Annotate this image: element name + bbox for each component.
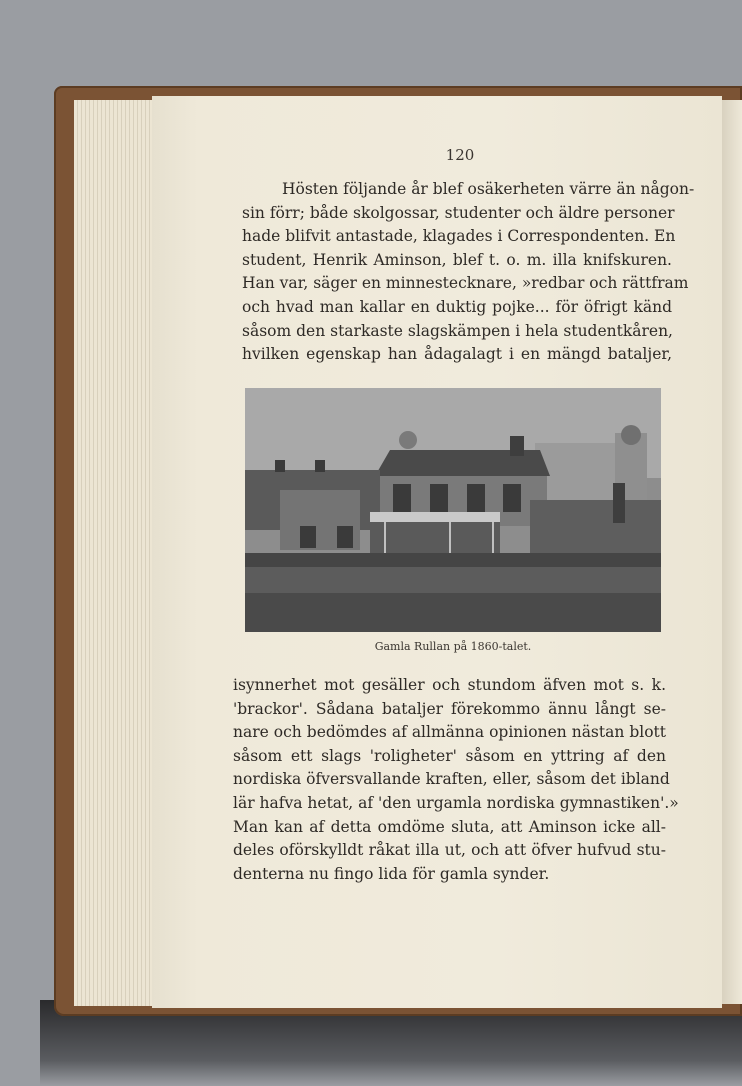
text-line: nare och bedömdes af allmänna opinionen nästan blott — [233, 723, 666, 742]
text-line: 'brackor'. Sådana bataljer förekommo ännu långt se- — [233, 699, 666, 718]
text-line: deles oförskylldt råkat illa ut, och att öfver hufvud stu- — [233, 841, 666, 860]
text-line: och hvad man kallar en duktig pojke... för öfrigt känd — [242, 297, 672, 316]
paragraph-top — [242, 178, 695, 367]
paragraph-bottom — [233, 674, 679, 886]
historical-photograph — [245, 388, 661, 632]
text-line: nordiska öfversvallande kraften, eller, såsom det ibland — [233, 770, 670, 789]
text-line: isynnerhet mot gesäller och stundom äfven mot s. k. — [233, 676, 666, 694]
text-line: hvilken egenskap han ådagalagt i en mängd bataljer, — [242, 345, 672, 364]
page-edges — [74, 100, 164, 1006]
text-line: såsom den starkaste slagskämpen i hela studentkåren, — [242, 321, 673, 340]
page-number: 120 — [445, 146, 475, 164]
text-line: denterna nu fingo lida för gamla synder. — [233, 864, 550, 883]
text-line: Man kan af detta omdöme sluta, att Aminson icke all- — [233, 817, 666, 836]
text-line: Han var, säger en minnestecknare, »redbar och rättfram — [242, 274, 689, 293]
text-line: såsom ett slags 'roligheter' såsom en yttring af den — [233, 746, 666, 765]
text-line: hade blifvit antastade, klagades i Correspondenten. En — [242, 227, 676, 246]
text-line: student, Henrik Aminson, blef t. o. m. illa knifskuren. — [242, 250, 672, 269]
text-line: sin förr; både skolgossar, studenter och äldre personer — [242, 203, 675, 222]
right-page-edge — [720, 100, 742, 1004]
photo-caption: Gamla Rullan på 1860-talet. — [374, 640, 532, 653]
text-line: Hösten följande år blef osäkerheten värre än någon- — [282, 180, 695, 198]
text-line: lär hafva hetat, af 'den urgamla nordiska gymnastiken'.» — [233, 793, 679, 812]
